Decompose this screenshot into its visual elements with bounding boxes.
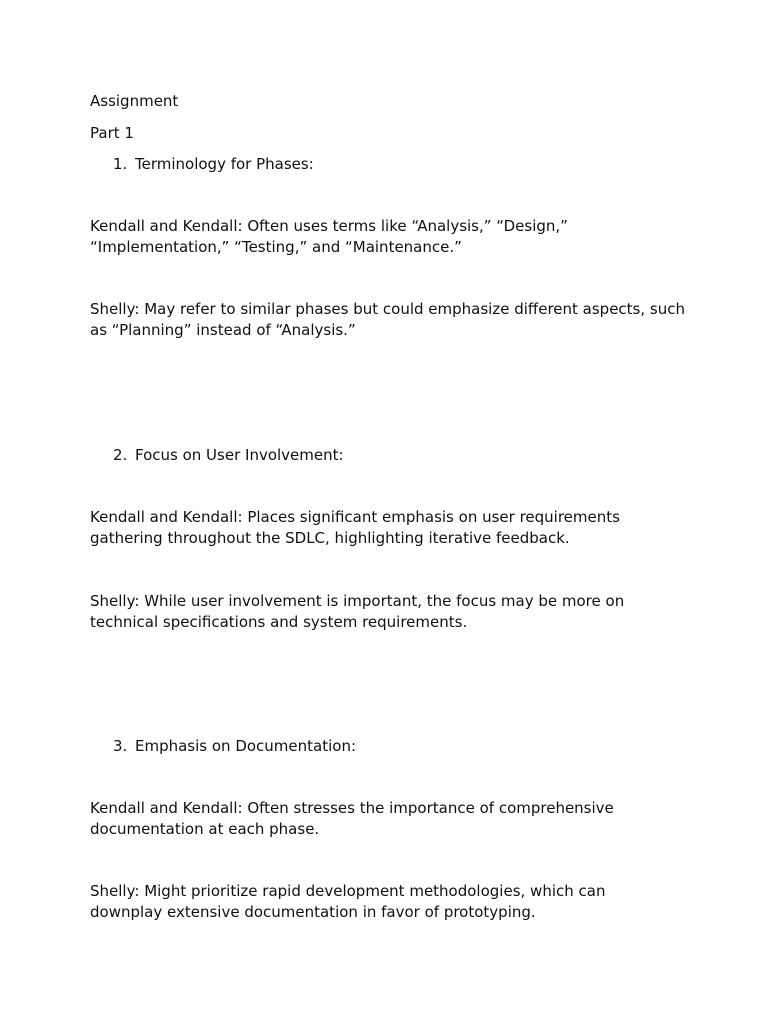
kendall-paragraph-2: Kendall and Kendall: Places significant emphasis on user requirements gathering throughout the SDLC, highlighting iterative feedback.	[90, 508, 620, 547]
list-number: 3.	[113, 737, 128, 755]
list-number: 1.	[113, 155, 128, 173]
section-heading-2	[113, 445, 344, 466]
shelly-paragraph-3: Shelly: Might prioritize rapid development methodologies, which can downplay extensive documentation in favor of prototyping.	[90, 882, 606, 921]
list-number: 2.	[113, 446, 128, 464]
section-heading-text: Emphasis on Documentation:	[135, 737, 357, 755]
kendall-paragraph-3: Kendall and Kendall: Often stresses the importance of comprehensive documentation at each phase.	[90, 799, 614, 838]
part-heading: Part 1	[90, 124, 134, 142]
section-heading-text: Terminology for Phases:	[135, 155, 314, 173]
section-heading-3	[113, 736, 356, 757]
shelly-paragraph-2: Shelly: While user involvement is important, the focus may be more on technical specifications and system requirements.	[90, 592, 625, 631]
section-heading-1	[113, 154, 314, 175]
shelly-paragraph-1: Shelly: May refer to similar phases but could emphasize different aspects, such as “Planning” instead of “Analysis.”	[90, 300, 685, 339]
section-heading-text: Focus on User Involvement:	[135, 446, 344, 464]
document-title: Assignment	[90, 92, 179, 110]
kendall-paragraph-1: Kendall and Kendall: Often uses terms like “Analysis,” “Design,” “Implementation,” “Testing,” and “Maintenance.”	[90, 217, 568, 256]
